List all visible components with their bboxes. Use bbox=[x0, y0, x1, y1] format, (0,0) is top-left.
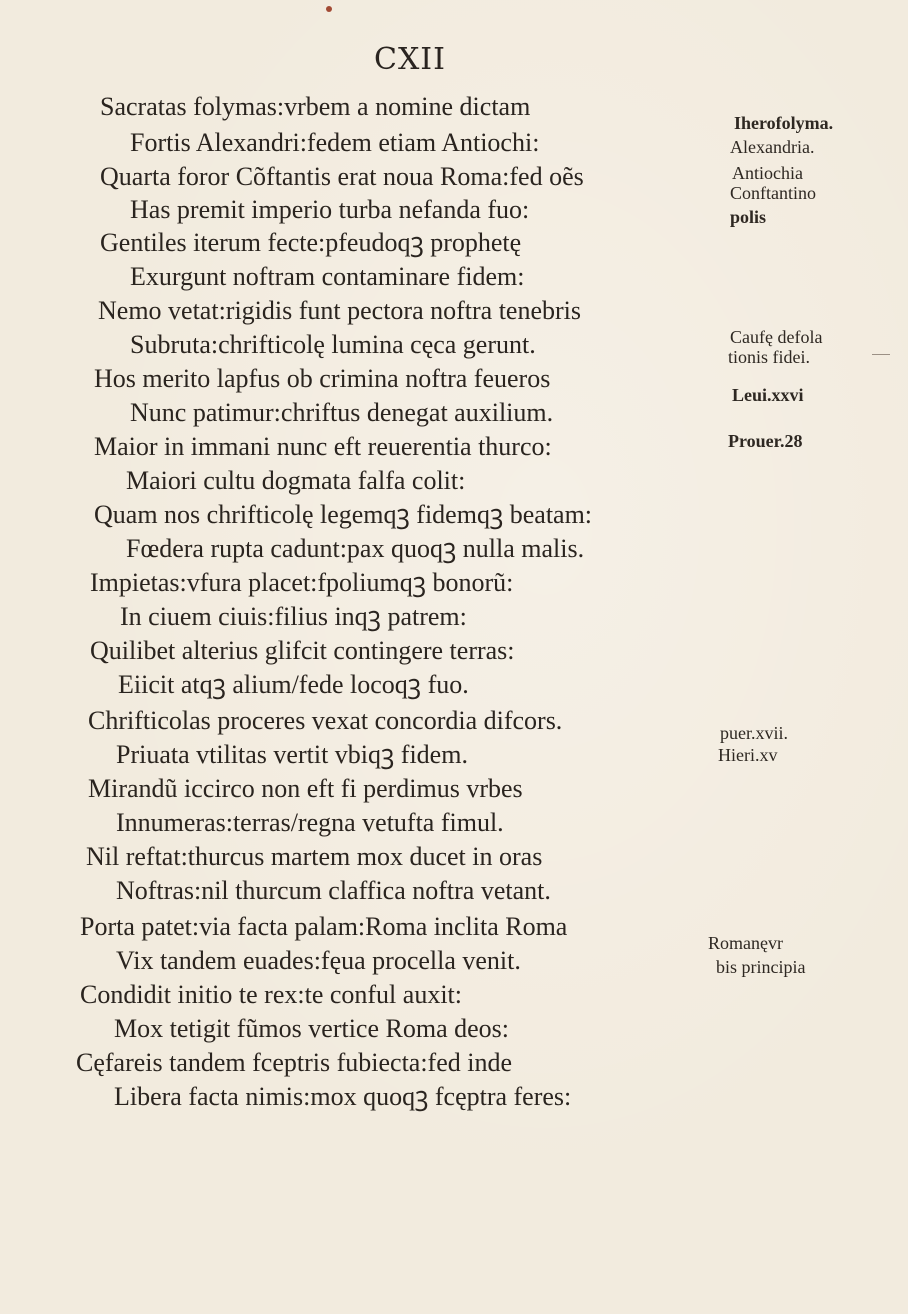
verse-line: Sacratas folymas:vrbem a nomine dictam bbox=[100, 92, 531, 121]
margin-note: polis bbox=[730, 207, 767, 227]
verse-line: Exurgunt noftram contaminare fidem: bbox=[130, 262, 525, 291]
verse-line: Porta patet:via facta palam:Roma inclita Roma bbox=[80, 912, 568, 941]
margin-note: tionis fidei. bbox=[728, 347, 810, 367]
verse-line: In ciuem ciuis:filius inqꝫ patrem: bbox=[120, 602, 467, 631]
verse-line: Maiori cultu dogmata falfa colit: bbox=[126, 466, 466, 495]
verse-line: Innumeras:terras/regna vetufta fimul. bbox=[116, 808, 504, 837]
verse-line: Condidit initio te rex:te conful auxit: bbox=[80, 980, 462, 1009]
verse-line: Chrifticolas proceres vexat concordia difcors. bbox=[88, 706, 563, 735]
verse-line: Quilibet alterius glifcit contingere terras: bbox=[90, 636, 515, 665]
verse-line: Subruta:chrifticolę lumina cęca gerunt. bbox=[130, 330, 536, 359]
margin-note: Alexandria. bbox=[730, 137, 815, 157]
margin-note: Iherofolyma. bbox=[734, 113, 834, 133]
verse-line: Nunc patimur:chriftus denegat auxilium. bbox=[130, 398, 554, 427]
verse-line: Quarta foror Cõftantis erat noua Roma:fed oẽs bbox=[100, 162, 584, 191]
margin-note: Romanęvr bbox=[708, 933, 783, 953]
verse-line: Quam nos chrifticolę legemqꝫ fidemqꝫ beatam: bbox=[94, 500, 593, 529]
verse-line: Hos merito lapfus ob crimina noftra feueros bbox=[94, 364, 551, 393]
margin-note: Leui.xxvi bbox=[732, 385, 804, 405]
verse-line: Gentiles iterum fecte:pfeudoqꝫ prophetę bbox=[100, 228, 522, 257]
verse-line: Noftras:nil thurcum claffica noftra vetant. bbox=[116, 876, 551, 905]
verse-line: Vix tandem euades:fęua procella venit. bbox=[116, 946, 521, 975]
margin-note: puer.xvii. bbox=[720, 723, 788, 743]
verse-line: Priuata vtilitas vertit vbiqꝫ fidem. bbox=[116, 740, 468, 769]
verse-line: Fœdera rupta cadunt:pax quoqꝫ nulla malis. bbox=[126, 534, 585, 563]
margin-note: Prouer.28 bbox=[728, 431, 803, 451]
verse-line: Has premit imperio turba nefanda fuo: bbox=[130, 195, 530, 224]
margin-note: Hieri.xv bbox=[718, 745, 778, 765]
verse-line: Impietas:vfura placet:fpoliumqꝫ bonorũ: bbox=[90, 568, 514, 597]
verse-line: Mox tetigit fũmos vertice Roma deos: bbox=[114, 1014, 509, 1043]
verse-line: Libera facta nimis:mox quoqꝫ fcęptra feres: bbox=[114, 1082, 572, 1111]
verse-line: Mirandũ iccirco non eft fi perdimus vrbes bbox=[88, 774, 523, 803]
verse-line: Maior in immani nunc eft reuerentia thurco: bbox=[94, 432, 552, 461]
verse-line: Fortis Alexandri:fedem etiam Antiochi: bbox=[130, 128, 540, 157]
verse-line: Nemo vetat:rigidis funt pectora noftra tenebris bbox=[98, 296, 582, 325]
folio-number: CXII bbox=[373, 42, 446, 77]
verse-line: Eiicit atqꝫ alium/fede locoqꝫ fuo. bbox=[118, 670, 469, 699]
margin-note: bis principia bbox=[716, 957, 806, 977]
margin-note: Caufę defola bbox=[730, 327, 823, 347]
margin-note: Conftantino bbox=[730, 183, 816, 203]
verse-line: Nil reftat:thurcus martem mox ducet in oras bbox=[86, 842, 543, 871]
margin-rule bbox=[872, 354, 890, 355]
margin-note: Antiochia bbox=[732, 163, 803, 183]
verse-line: Cęfareis tandem fceptris fubiecta:fed inde bbox=[76, 1048, 513, 1077]
